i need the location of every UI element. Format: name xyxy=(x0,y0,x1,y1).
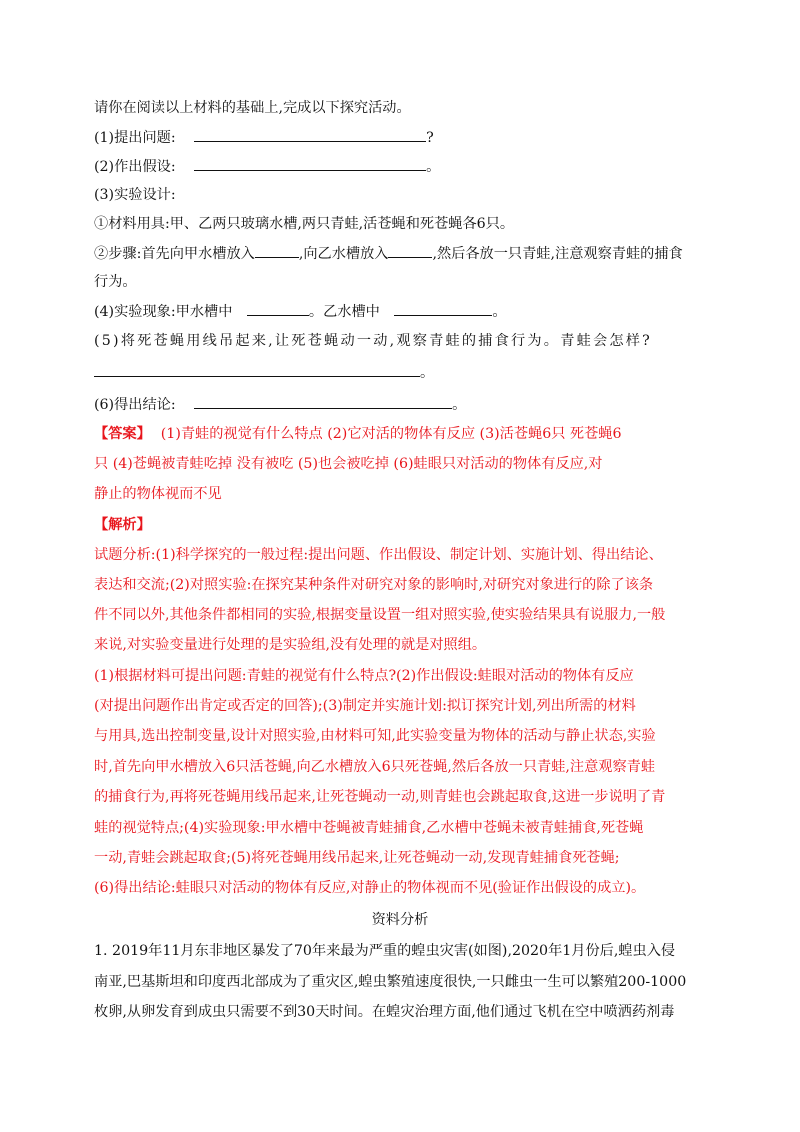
answer-blank-6[interactable] xyxy=(194,394,452,409)
steps-line xyxy=(94,243,683,264)
question-4 xyxy=(94,301,507,322)
steps-part-c: ,然后各放一只青蛙,注意观察青蛙的捕食 xyxy=(432,246,683,262)
question-6-end: 。 xyxy=(452,397,467,413)
analysis-line: 表达和交流;(2)对照实验:在探究某种条件对研究对象的影响时,对研究对象进行的除了该条 xyxy=(94,577,654,593)
question-6-label: (6)得出结论: xyxy=(94,397,176,413)
analysis-line: 的捕食行为,再将死苍蝇用线吊起来,让死苍蝇动一动,则青蛙也会跳起取食,这进一步说明了青 xyxy=(94,789,666,805)
question-2-end: 。 xyxy=(426,159,441,175)
answer-blank-2[interactable] xyxy=(194,156,426,171)
question-1-end: ? xyxy=(426,130,434,146)
question-4-part-b: 。乙水槽中 xyxy=(308,304,380,320)
problem-line: 枚卵,从卵发育到成虫只需要不到30天时间。在蝗灾治理方面,他们通过飞机在空中喷洒药剂毒 xyxy=(94,1004,675,1020)
analysis-line: 件不同以外,其他条件都相同的实验,根据变量设置一组对照实验,使实验结果具有说服力,一般 xyxy=(94,607,666,623)
analysis-line: 时,首先向甲水槽放入6只活苍蝇,向乙水槽放入6只死苍蝇,然后各放一只青蛙,注意观察青蛙 xyxy=(94,759,656,775)
analysis-label: 【解析】 xyxy=(94,517,151,533)
answer-line-3: 静止的物体视而不见 xyxy=(94,486,222,502)
question-2-label: (2)作出假设: xyxy=(94,159,176,175)
question-2 xyxy=(94,156,440,177)
question-5: (5)将死苍蝇用线吊起来,让死苍蝇动一动,观察青蛙的捕食行为。青蛙会怎样? xyxy=(94,333,652,349)
question-3-label: (3)实验设计: xyxy=(94,187,176,203)
question-6 xyxy=(94,394,466,415)
question-4-end: 。 xyxy=(492,304,507,320)
intro-text: 请你在阅读以上材料的基础上,完成以下探究活动。 xyxy=(94,100,411,116)
problem-line: 1. 2019年11月东非地区暴发了70年来最为严重的蝗虫灾害(如图),2020年1月份后,蝗虫入侵 xyxy=(94,943,676,959)
steps-part-a: ②步骤:首先向甲水槽放入 xyxy=(94,246,255,262)
analysis-line: 来说,对实验变量进行处理的是实验组,没有处理的就是对照组。 xyxy=(94,637,487,653)
analysis-line: (对提出问题作出肯定或否定的回答);(3)制定并实施计划:拟订探究计划,列出所需的材料 xyxy=(94,698,636,714)
steps-continued: 行为。 xyxy=(94,274,137,290)
answer-blank-5[interactable] xyxy=(94,362,420,377)
section-title: 资料分析 xyxy=(371,912,429,928)
materials-text: ①材料用具:甲、乙两只玻璃水槽,两只青蛙,活苍蝇和死苍蝇各6只。 xyxy=(94,216,515,232)
analysis-line: (1)根据材料可提出问题:青蛙的视觉有什么特点?(2)作出假设:蛙眼对活动的物体有反应 xyxy=(94,668,634,684)
answer-blank-4a[interactable] xyxy=(247,301,309,316)
answer-text-1: (1)青蛙的视觉有什么特点 (2)它对活的物体有反应 (3)活苍蝇6只 死苍蝇6 xyxy=(160,426,622,442)
analysis-line: (6)得出结论:蛙眼只对活动的物体有反应,对静止的物体视而不见(验证作出假设的成立)。 xyxy=(94,880,646,896)
question-5-end: 。 xyxy=(420,365,435,381)
answer-line-2: 只 (4)苍蝇被青蛙吃掉 没有被吃 (5)也会被吃掉 (6)蛙眼只对活动的物体有反应,对 xyxy=(94,456,603,472)
analysis-line: 试题分析:(1)科学探究的一般过程:提出问题、作出假设、制定计划、实施计划、得出结论、 xyxy=(94,547,663,563)
question-1-label: (1)提出问题: xyxy=(94,130,176,146)
analysis-line: 一动,青蛙会跳起取食;(5)将死苍蝇用线吊起来,让死苍蝇动一动,发现青蛙捕食死苍蝇; xyxy=(94,850,620,866)
question-1 xyxy=(94,127,434,148)
question-4-part-a: (4)实验现象:甲水槽中 xyxy=(94,304,233,320)
answer-blank-steps-2[interactable] xyxy=(388,243,432,258)
answer-line-1 xyxy=(94,424,622,444)
problem-line: 南亚,巴基斯坦和印度西北部成为了重灾区,蝗虫繁殖速度很快,一只雌虫一生可以繁殖200-1000 xyxy=(94,974,687,990)
answer-blank-4b[interactable] xyxy=(394,301,492,316)
answer-label: 【答案】 xyxy=(94,426,151,442)
question-5-answer xyxy=(94,362,434,383)
analysis-line: 蛙的视觉特点;(4)实验现象:甲水槽中苍蝇被青蛙捕食,乙水槽中苍蝇未被青蛙捕食,死苍蝇 xyxy=(94,820,644,836)
analysis-line: 与用具,选出控制变量,设计对照实验,由材料可知,此实验变量为物体的活动与静止状态,实验 xyxy=(94,728,656,744)
answer-blank-steps-1[interactable] xyxy=(255,243,299,258)
steps-part-b: ,向乙水槽放入 xyxy=(298,246,389,262)
answer-blank-1[interactable] xyxy=(194,127,426,142)
